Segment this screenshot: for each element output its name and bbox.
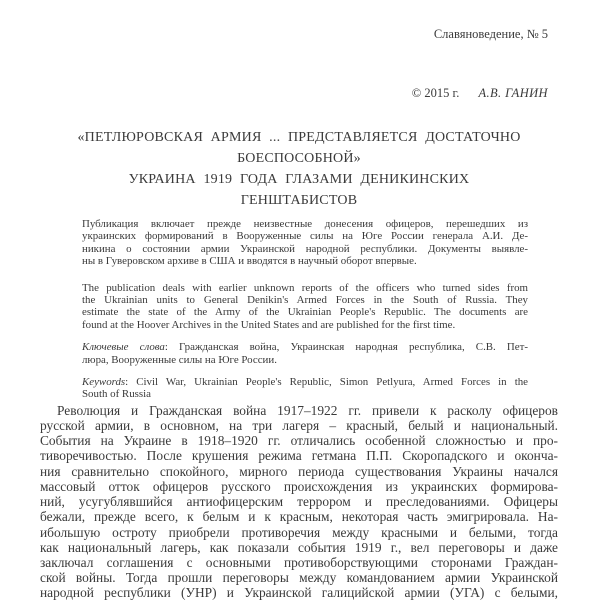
text-line [82,388,528,400]
article-title [40,127,558,211]
keywords-ru-first-line: : Гражданская война, Украинская народная республика, С.В. Пет- [164,341,528,354]
text-line: ний, усугублявшийся антиофицерским террором и преследованиями. Офицеры [40,494,558,510]
text-line [82,341,528,353]
text-line: The publication deals with earlier unknown reports of the officers who turned sides from [82,281,528,294]
text-line: УКРАИНА 1919 ГОДА ГЛАЗАМИ ДЕНИКИНСКИХ [128,172,470,187]
body-paragraph [40,403,558,600]
keywords-en-label: Keywords [82,376,126,389]
text-line: «ПЕТЛЮРОВСКАЯ АРМИЯ ... ПРЕДСТАВЛЯЕТСЯ ДОСТАТОЧНО [77,130,521,145]
text-line [82,376,528,388]
text-line: заключал соглашения с основными противоборствующими сторонами Граждан- [40,554,558,570]
text-line: украинских формирований в Вооруженные силы на Юге России генерала А.И. Де- [82,230,528,243]
text-line: found at the Hoover Archives in the United States and are published for the first time. [82,318,456,331]
keywords-english [82,376,528,401]
keywords-en-first-line: : Civil War, Ukrainian People's Republic, Simon Petlyura, Armed Forces in the [125,376,528,389]
keywords-ru-second-line: люра, Вооруженные силы на Юге России. [82,353,277,366]
text-line: События на Украине в 1918–1920 гг. отличались особенной сложностью и про- [40,433,558,449]
byline [40,86,558,100]
copyright-text: © 2015 г. [411,86,460,100]
text-line: ской войны. Тогда прошли переговоры между командованием армии Украинской [40,570,558,586]
text-line: ны в Гуверовском архиве в США и вводятся в научный оборот впервые. [82,255,417,268]
text-line: estimate the state of the Army of the Ukrainian People's Republic. The documents are [82,306,528,319]
text-line: массовый отток офицеров русского происхождения из украинских формирова- [40,478,558,494]
text-line: как национальный лагерь, как показали события 1919 г., вел переговоры и даже [40,539,558,555]
text-line: ния сравнительно спокойного, мирного периода существования Украины начался [40,463,558,479]
text-line [82,354,528,366]
text-line: никина о состоянии армии Украинской народной республики. Документы выявле- [82,242,528,255]
keywords-russian [82,341,528,366]
text-line: народной республики (УНР) и Украинской галицийской армии (УГА) с белыми, [40,585,558,600]
author-name: А.В. ГАНИН [478,86,548,100]
abstract-english [82,282,528,332]
text-line: БОЕСПОСОБНОЙ» [237,151,361,166]
keywords-en-second-line: South of Russia [82,388,151,401]
journal-header: Славяноведение, № 5 [433,27,548,41]
text-line: ибольшую остроту приобрели противоречия между красными и белыми, тогда [40,524,558,540]
keywords-ru-label: Ключевые слова [82,341,165,354]
text-line: the Ukrainian units to General Denikin's Armed Forces in the South of Russia. They [82,294,528,307]
text-line: ГЕНШТАБИСТОВ [240,193,358,208]
text-line: Публикация включает прежде неизвестные донесения офицеров, перешедших из [82,218,528,230]
abstract-russian [82,218,528,268]
text-line: тиворечивостью. После крушения режима гетмана П.П. Скоропадского и оконча- [40,448,558,464]
text-line: русской армии, в основном, на три лагеря – красный, белый и национальный. [40,418,558,434]
text-line: бежали, прежде всего, к белым и к красным, некоторая часть эмигрировала. На- [40,509,558,525]
text-line: Революция и Гражданская война 1917–1922 гг. привели к расколу офицеров [57,402,558,418]
